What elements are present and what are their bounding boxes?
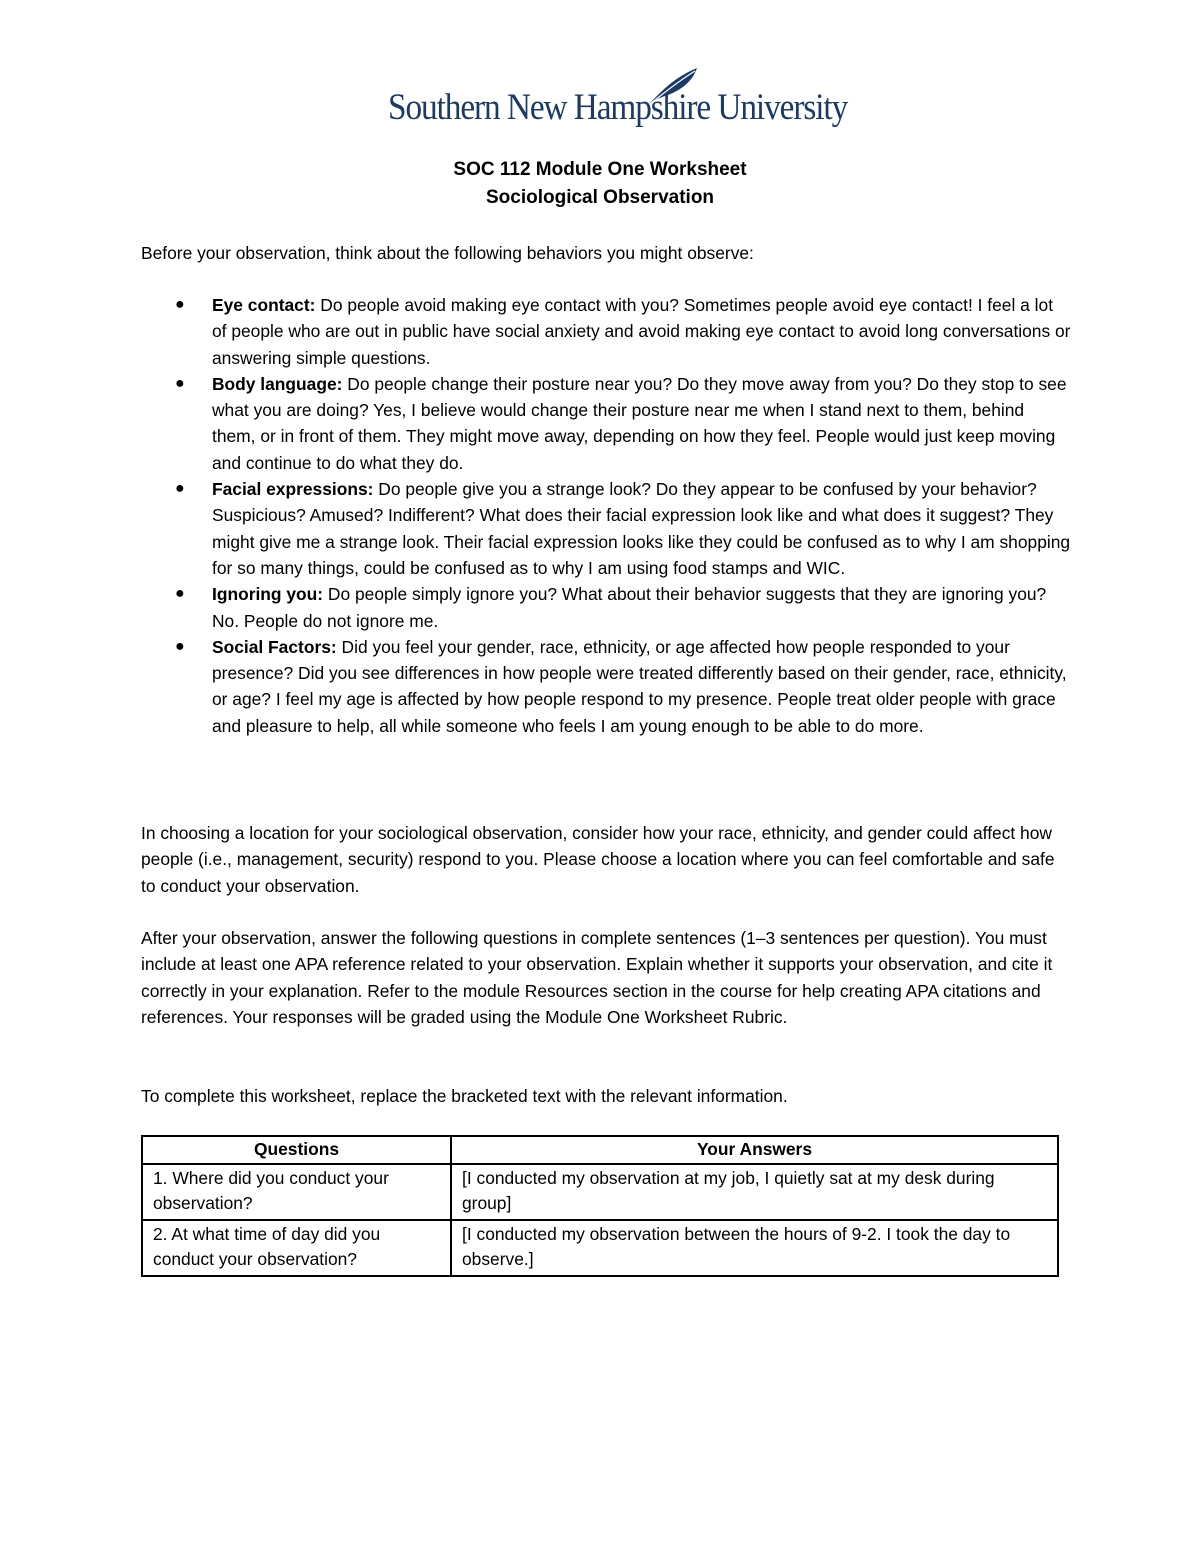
table-header-row: [142, 1136, 1058, 1164]
title-line-2: Sociological Observation: [485, 187, 715, 208]
page-title: [0, 156, 1200, 212]
bullet-label: Eye contact:: [212, 295, 316, 315]
questions-table: [141, 1135, 1059, 1277]
bullet-text: Do people avoid making eye contact with you? Sometimes people avoid eye contact! I feel a lot of people who are out in public have social anxiety and avoid making eye contact to avoid long conversations or answering simple questions.: [212, 295, 1071, 368]
bullet-icon: ●: [175, 480, 185, 498]
question-cell: 1. Where did you conduct your observation?: [142, 1164, 451, 1220]
list-item: [141, 581, 1071, 634]
leaf-icon: [643, 66, 703, 106]
list-item: [141, 371, 1071, 476]
column-header-questions: Questions: [142, 1136, 451, 1164]
bullet-text: Did you feel your gender, race, ethnicity, or age affected how people responded to your presence? Did you see differences in how people were treated differently based on their gender, race, ethnicity, or age? I feel my age is affected by how people respond to my presence. People treat older people with grace and pleasure to help, all while someone who feels I am young enough to be able to do more.: [212, 636, 1067, 736]
bullet-label: Facial expressions:: [212, 479, 374, 500]
bullet-icon: ●: [175, 585, 185, 603]
table-row: [142, 1220, 1058, 1276]
bullet-icon: ●: [175, 637, 185, 655]
bullet-text: Do people change their posture near you? Do they move away from you? Do they stop to see what you are doing? Yes, I believe would change their posture near me when I stand next to them, behind them, or in front of them. They might move away, depending on how they feel. People would just keep moving and continue to do what they do.: [212, 373, 1067, 473]
university-logo: [388, 66, 848, 138]
bullet-label: Social Factors:: [212, 636, 337, 657]
bullet-text: Do people give you a strange look? Do they appear to be confused by your behavior? Suspicious? Amused? Indifferent? What does their facial expression look like and what does it suggest? They might give me a strange look. Their facial expression looks like they could be confused as to why I am shopping for so many things, could be confused as to why I am using food stamps and WIC.: [212, 479, 1071, 578]
bullet-label: Ignoring you:: [212, 584, 324, 605]
bullet-label: Body language:: [212, 373, 343, 394]
logo-text: Southern New Hampshire University: [388, 87, 848, 128]
bullet-icon: ●: [175, 374, 185, 392]
title-line-1: SOC 112 Module One Worksheet: [453, 159, 747, 180]
list-item: [141, 476, 1071, 581]
completion-paragraph: To complete this worksheet, replace the bracketed text with the relevant information.: [141, 1086, 788, 1106]
bullet-text: Do people simply ignore you? What about their behavior suggests that they are ignoring you? No. People do not ignore me.: [212, 584, 1047, 631]
question-cell: 2. At what time of day did you conduct your observation?: [142, 1220, 451, 1276]
intro-paragraph: Before your observation, think about the following behaviors you might observe:: [141, 243, 754, 263]
answer-cell[interactable]: [I conducted my observation at my job, I quietly sat at my desk during group]: [451, 1164, 1058, 1220]
bullet-icon: ●: [175, 296, 185, 313]
behavior-list: [141, 292, 1071, 739]
answer-cell[interactable]: [I conducted my observation between the hours of 9-2. I took the day to observe.]: [451, 1220, 1058, 1276]
instructions-paragraph: After your observation, answer the following questions in complete sentences (1–3 sentences per question). You must include at least one APA reference related to your observation. Explain whether it supports your observation, and cite it correctly in your explanation. Refer to the module Resources section in the course for help creating APA citations and references. Your responses will be graded using the Module One Worksheet Rubric.: [141, 928, 1053, 1027]
location-paragraph: In choosing a location for your sociological observation, consider how your race, ethnicity, and gender could affect how people (i.e., management, security) respond to you. Please choose a location where you can feel comfortable and safe to conduct your observation.: [141, 823, 1055, 896]
table-row: [142, 1164, 1058, 1220]
column-header-answers: Your Answers: [451, 1136, 1058, 1164]
list-item: [141, 292, 1071, 371]
list-item: [141, 634, 1071, 739]
